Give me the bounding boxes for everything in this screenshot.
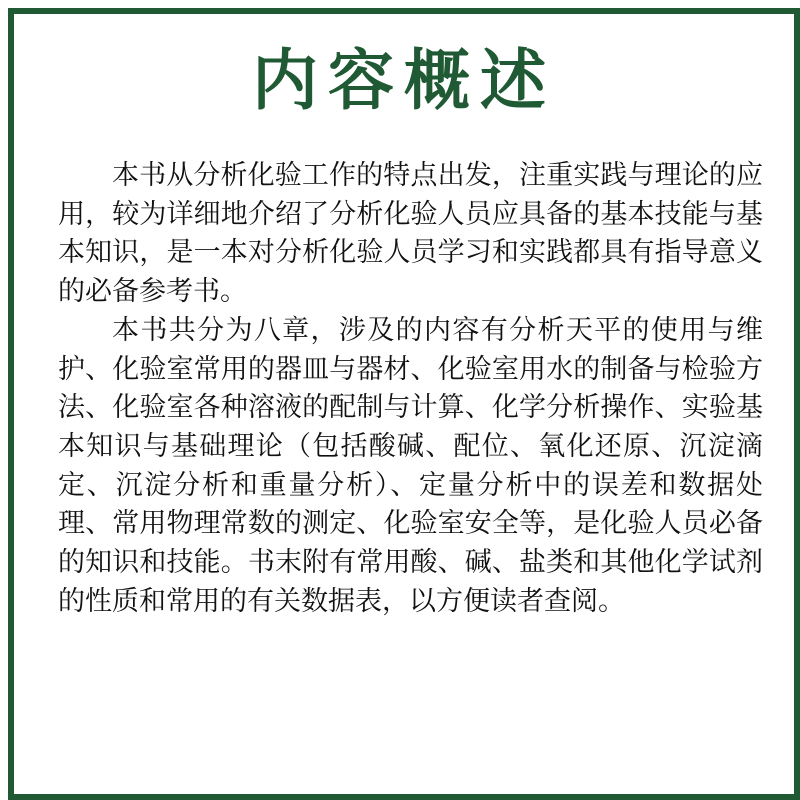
content-frame xyxy=(8,8,800,800)
summary-paragraph-1: 本书从分析化验工作的特点出发，注重实践与理论的应用，较为详细地介绍了分析化验人员应具备的基本技能与基本知识，是一本对分析化验人员学习和实践都具有指导意义的必备参考书。 xyxy=(58,160,763,308)
summary-body xyxy=(58,157,763,621)
summary-paragraph-2: 本书共分为八章，涉及的内容有分析天平的使用与维护、化验室常用的器皿与器材、化验室用水的制备与检验方法、化验室各种溶液的配制与计算、化学分析操作、实验基本知识与基础理论（包括酸碱、配位、氧化还原、沉淀滴定、沉淀分析和重量分析）、定量分析中的误差和数据处理、常用物理常数的测定、化验室安全等，是化验人员必备的知识和技能。书末附有常用酸、碱、盐类和其他化学试剂的性质和常用的有关数据表，以方便读者查阅。 xyxy=(58,314,763,617)
page-title: 内容概述 xyxy=(252,42,556,119)
